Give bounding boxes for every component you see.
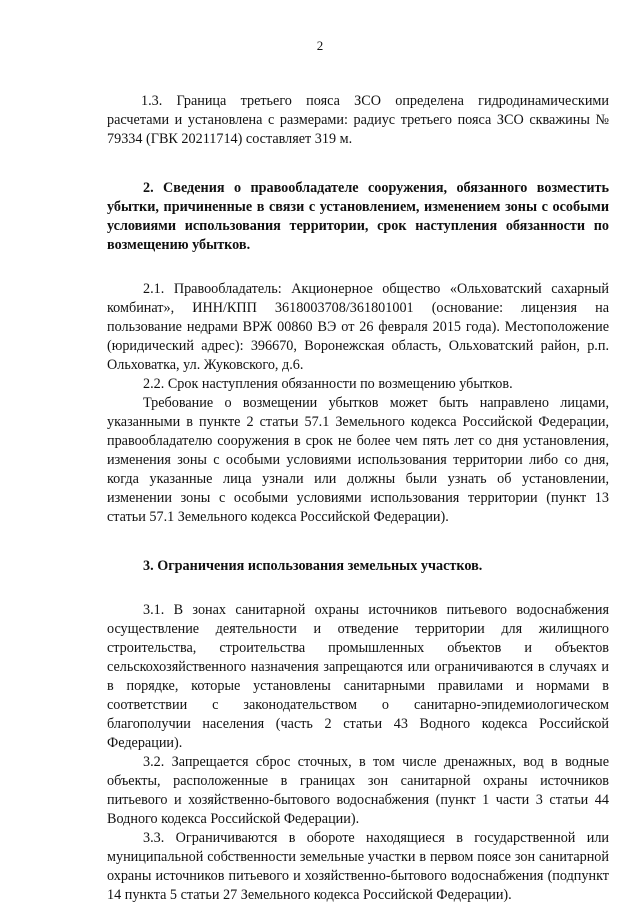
paragraph-3-1: 3.1. В зонах санитарной охраны источников питьевого водоснабжения осуществление деятельности и отведение территории для жилищного строительства, строительства промышленных объектов и объектов сельскохозяйственного назначения запрещаются или ограничиваются в случаях и в порядке, которые установлены санитарными правилами и нормами в соответствии с законодательством о санитарно-эпидемиологическом благополучии населения (часть 2 статьи 43 Водного кодекса Российской Федерации). — [107, 602, 609, 751]
paragraph-2-2-title: 2.2. Срок наступления обязанности по возмещению убытков. — [143, 376, 513, 392]
paragraph-2-1: 2.1. Правообладатель: Акционерное общество «Ольховатский сахарный комбинат», ИНН/КПП 3618003708/361801001 (основание: лицензия на пользование недрами ВРЖ 00860 ВЭ от 26 февраля 2015 года). Местоположение (юридический адрес): 396670, Воронежская область, Ольховатский район, р.п. Ольховатка, ул. Жуковского, д.6. — [107, 281, 609, 373]
paragraph-3-3: 3.3. Ограничиваются в обороте находящиеся в государственной или муниципальной собственности земельные участки в первом поясе зон санитарной охраны источников питьевого и хозяйственно-бытового водоснабжения (подпункт 14 пункта 5 статьи 27 Земельного кодекса Российской Федерации). — [107, 830, 609, 903]
spacer — [107, 576, 609, 601]
spacer — [107, 149, 609, 179]
paragraph-2-2-text: Требование о возмещении убытков может быть направлено лицами, указанными в пункте 2 статьи 57.1 Земельного кодекса Российской Федерации, правообладателю сооружения в срок не более чем пять лет со дня установления, изменения зоны с особыми условиями использования территории либо со дня, когда указанные лица узнали или должны были узнать об установлении, изменении зоны с особыми условиями использования территории (пункт 13 статьи 57.1 Земельного кодекса Российской Федерации). — [107, 395, 609, 525]
section-2-heading: 2. Сведения о правообладателе сооружения, обязанного возместить убытки, причиненные в связи с установлением, изменением зоны с особыми условиями использования территории, срок наступления обязанности по возмещению убытков. — [107, 180, 609, 253]
paragraph-1-3: 1.3. Граница третьего пояса ЗСО определена гидродинамическими расчетами и установлена с размерами: радиус третьего пояса ЗСО скважины № 79334 (ГВК 20211714) составляет 319 м. — [107, 93, 609, 147]
paragraph-3-2: 3.2. Запрещается сброс сточных, в том числе дренажных, вод в водные объекты, расположенные в границах зон санитарной охраны источников питьевого и хозяйственно-бытового водоснабжения (пункт 1 части 3 статьи 44 Водного кодекса Российской Федерации). — [107, 754, 609, 827]
section-3-heading: 3. Ограничения использования земельных участков. — [143, 558, 483, 574]
document-body — [107, 92, 609, 905]
spacer — [107, 527, 609, 557]
spacer — [107, 255, 609, 280]
page-number: 2 — [316, 38, 324, 53]
